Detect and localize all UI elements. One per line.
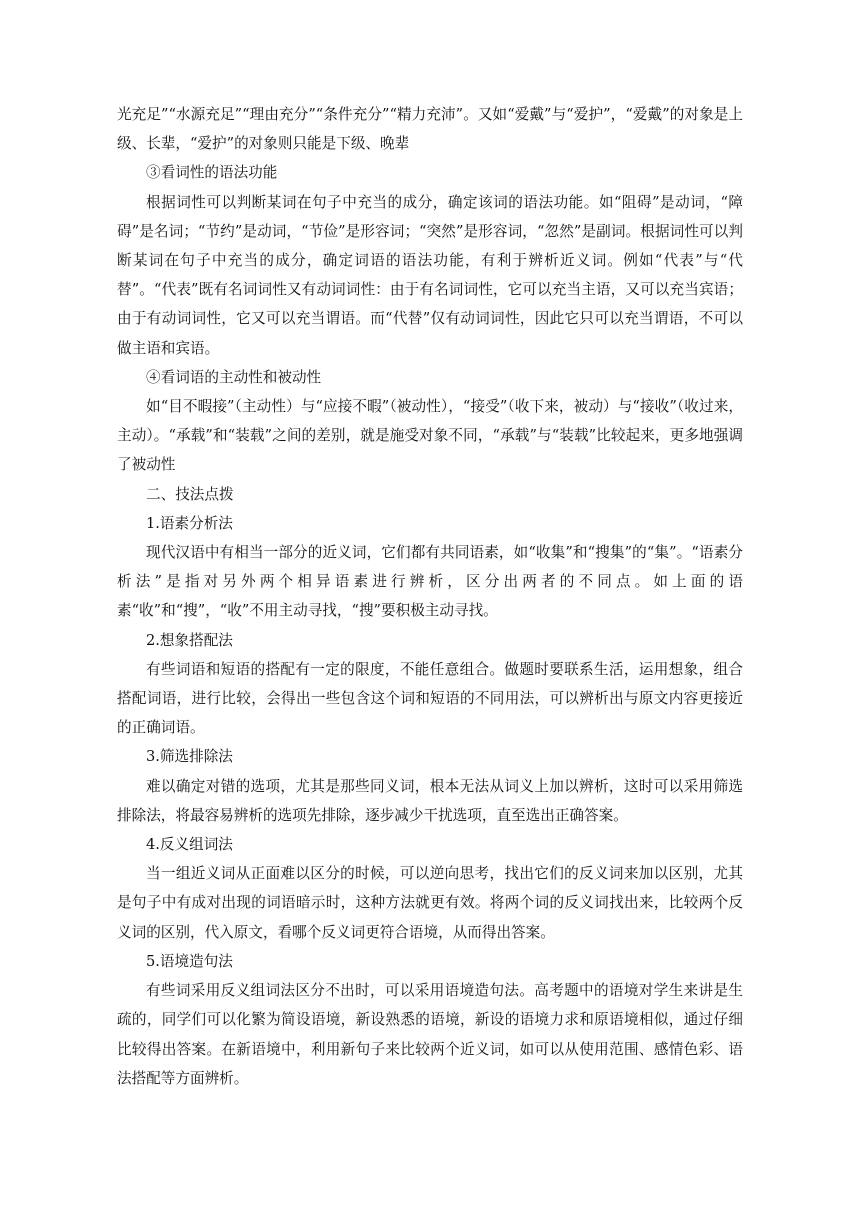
paragraph-imaginative-collocation: 有些词语和短语的搭配有一定的限度，不能任意组合。做题时要联系生活，运用想象，组合搭配词语，进行比较，会得出一些包含这个词和短语的不同用法，可以辨析出与原文内容更接近的正确词语。 [117,660,743,737]
paragraph-elimination: 难以确定对错的选项，尤其是那些同义词，根本无法从词义上加以辨析，这时可以采用筛选排除法，将最容易辨析的选项先排除，逐步减少干扰选项，直至选出正确答案。 [117,777,743,824]
subheading-elimination: 3.筛选排除法 [146,748,233,766]
subheading-active-passive: ④看词语的主动性和被动性 [146,368,322,386]
paragraph-active-passive: 如“目不暇接”（主动性）与“应接不暇”（被动性），“接受”（收下来，被动）与“接收”（收过来，主动）。“承载”和“装载”之间的差别，就是施受对象不同，“承载”与“装载”比较起来，更多地强调了被动性 [117,398,743,474]
paragraph-continuation: 光充足”“水源充足”“理由充分”“条件充分”“精力充沛”。又如“爱戴”与“爱护”，“爱戴”的对象是上级、长辈，“爱护”的对象则只能是下级、晚辈 [117,106,743,153]
subheading-context-sentence: 5.语境造句法 [146,952,233,970]
subheading-part-of-speech: ③看词性的语法功能 [146,164,278,182]
paragraph-part-of-speech: 根据词性可以判断某词在句子中充当的成分，确定该词的语法功能。如“阻碍”是动词，“障碍”是名词；“节约”是动词，“节俭”是形容词；“突然”是形容词，“忽然”是副词。根据词性可以判断某词在句子中充当的成分，确定词语的语法功能，有利于辨析近义词。例如“代表”与“代替”。“代表”既有名词词性又有动词词性：由于有名词词性，它可以充当主语，又可以充当宾语；由于有动词词性，它又可以充当谓语。而“代替”仅有动词词性，因此它只可以充当谓语，不可以做主语和宾语。 [117,193,743,357]
paragraph-context-sentence: 有些词采用反义组词法区分不出时，可以采用语境造句法。高考题中的语境对学生来讲是生疏的，同学们可以化繁为简设语境，新设熟悉的语境，新设的语境力求和原语境相似，通过仔细比较得出答案。在新语境中，利用新句子来比较两个近义词，如可以从使用范围、感情色彩、语法搭配等方面辨析。 [117,982,743,1087]
subheading-morpheme-analysis: 1.语素分析法 [146,514,233,532]
document-body [117,100,743,1093]
paragraph-antonym-method: 当一组近义词从正面难以区分的时候，可以逆向思考，找出它们的反义词来加以区别，尤其是句子中有成对出现的词语暗示时，这种方法就更有效。将两个词的反义词找出来，比较两个反义词的区别，代入原文，看哪个反义词更符合语境，从而得出答案。 [117,865,743,941]
paragraph-morpheme-analysis: 现代汉语中有相当一部分的近义词，它们都有共同语素，如“收集”和“搜集”的“集”。“语素分析法”是指对另外两个相异语素进行辨析，区分出两者的不同点。如上面的语素“收”和“搜”，“收”不用主动寻找，“搜”要积极主动寻找。 [117,544,743,620]
subheading-antonym-method: 4.反义组词法 [146,836,233,854]
section-heading-techniques: 二、技法点拨 [146,485,234,503]
subheading-imaginative-collocation: 2.想象搭配法 [146,631,233,649]
